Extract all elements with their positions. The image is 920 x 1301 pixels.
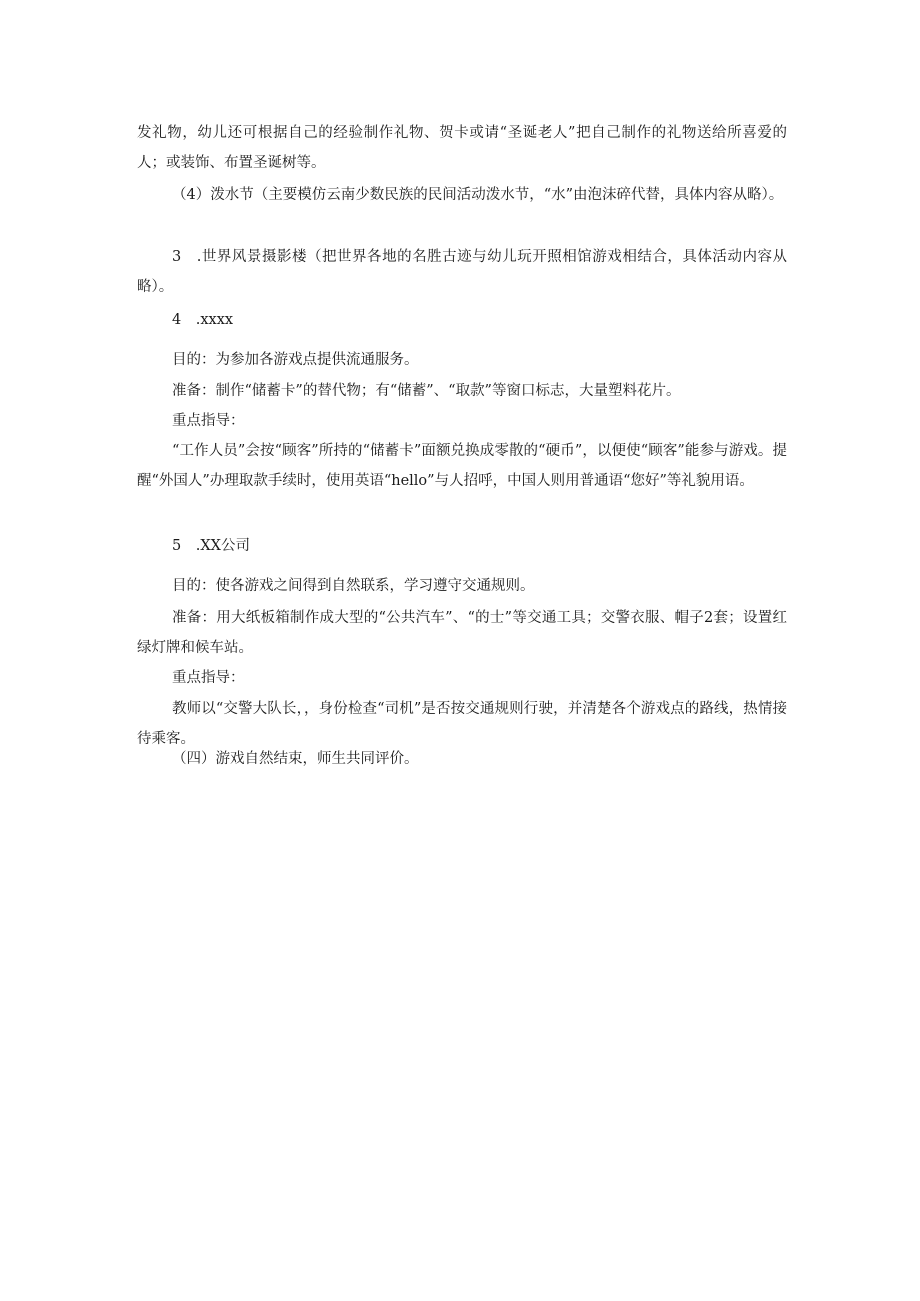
- paragraph-preparation-bank: 准备：制作“储蓄卡”的替代物；有“储蓄”、“取款”等窗口标志，大量塑料花片。: [172, 383, 681, 399]
- section-heading-5: 5 .XX公司: [172, 538, 250, 554]
- paragraph-photo-studio: 3 .世界风景摄影楼（把世界各地的名胜古迹与幼儿玩开照相馆游戏相结合，具体活动内容从略）。: [137, 249, 787, 295]
- paragraph-guidance-company: 教师以“交警大队长，，身份检查“司机”是否按交通规则行驶，并清楚各个游戏点的路线，热情接待乘客。: [137, 701, 787, 747]
- paragraph-guidance-bank: “工作人员”会按“顾客”所持的“储蓄卡”面额兑换成零散的“硬币”，以便使“顾客”能参与游戏。提醒“外国人”办理取款手续时，使用英语“hello”与人招呼，中国人则用普通语“您好”等礼貌用语。: [137, 443, 788, 489]
- paragraph-preparation-company: 准备：用大纸板箱制作成大型的“公共汽车”、“的士”等交通工具；交警衣服、帽子2套；设置红绿灯牌和候车站。: [137, 610, 787, 656]
- paragraph-purpose-bank: 目的：为参加各游戏点提供流通服务。: [172, 352, 419, 368]
- paragraph-guidance-label-bank: 重点指导：: [172, 413, 245, 429]
- paragraph-purpose-company: 目的：使各游戏之间得到自然联系，学习遵守交通规则。: [172, 578, 535, 594]
- section-heading-4: 4 .xxxx: [172, 312, 234, 328]
- paragraph-conclusion: （四）游戏自然结束，师生共同评价。: [172, 751, 419, 767]
- paragraph-water-festival: （4）泼水节（主要模仿云南少数民族的民间活动泼水节，“水”由泡沫碎代替，具体内容从略）。: [172, 187, 784, 203]
- paragraph-gift-making: 发礼物，幼儿还可根据自己的经验制作礼物、贺卡或请“圣诞老人”把自己制作的礼物送给所喜爱的人；或装饰、布置圣诞树等。: [137, 125, 787, 171]
- paragraph-guidance-label-company: 重点指导：: [172, 670, 245, 686]
